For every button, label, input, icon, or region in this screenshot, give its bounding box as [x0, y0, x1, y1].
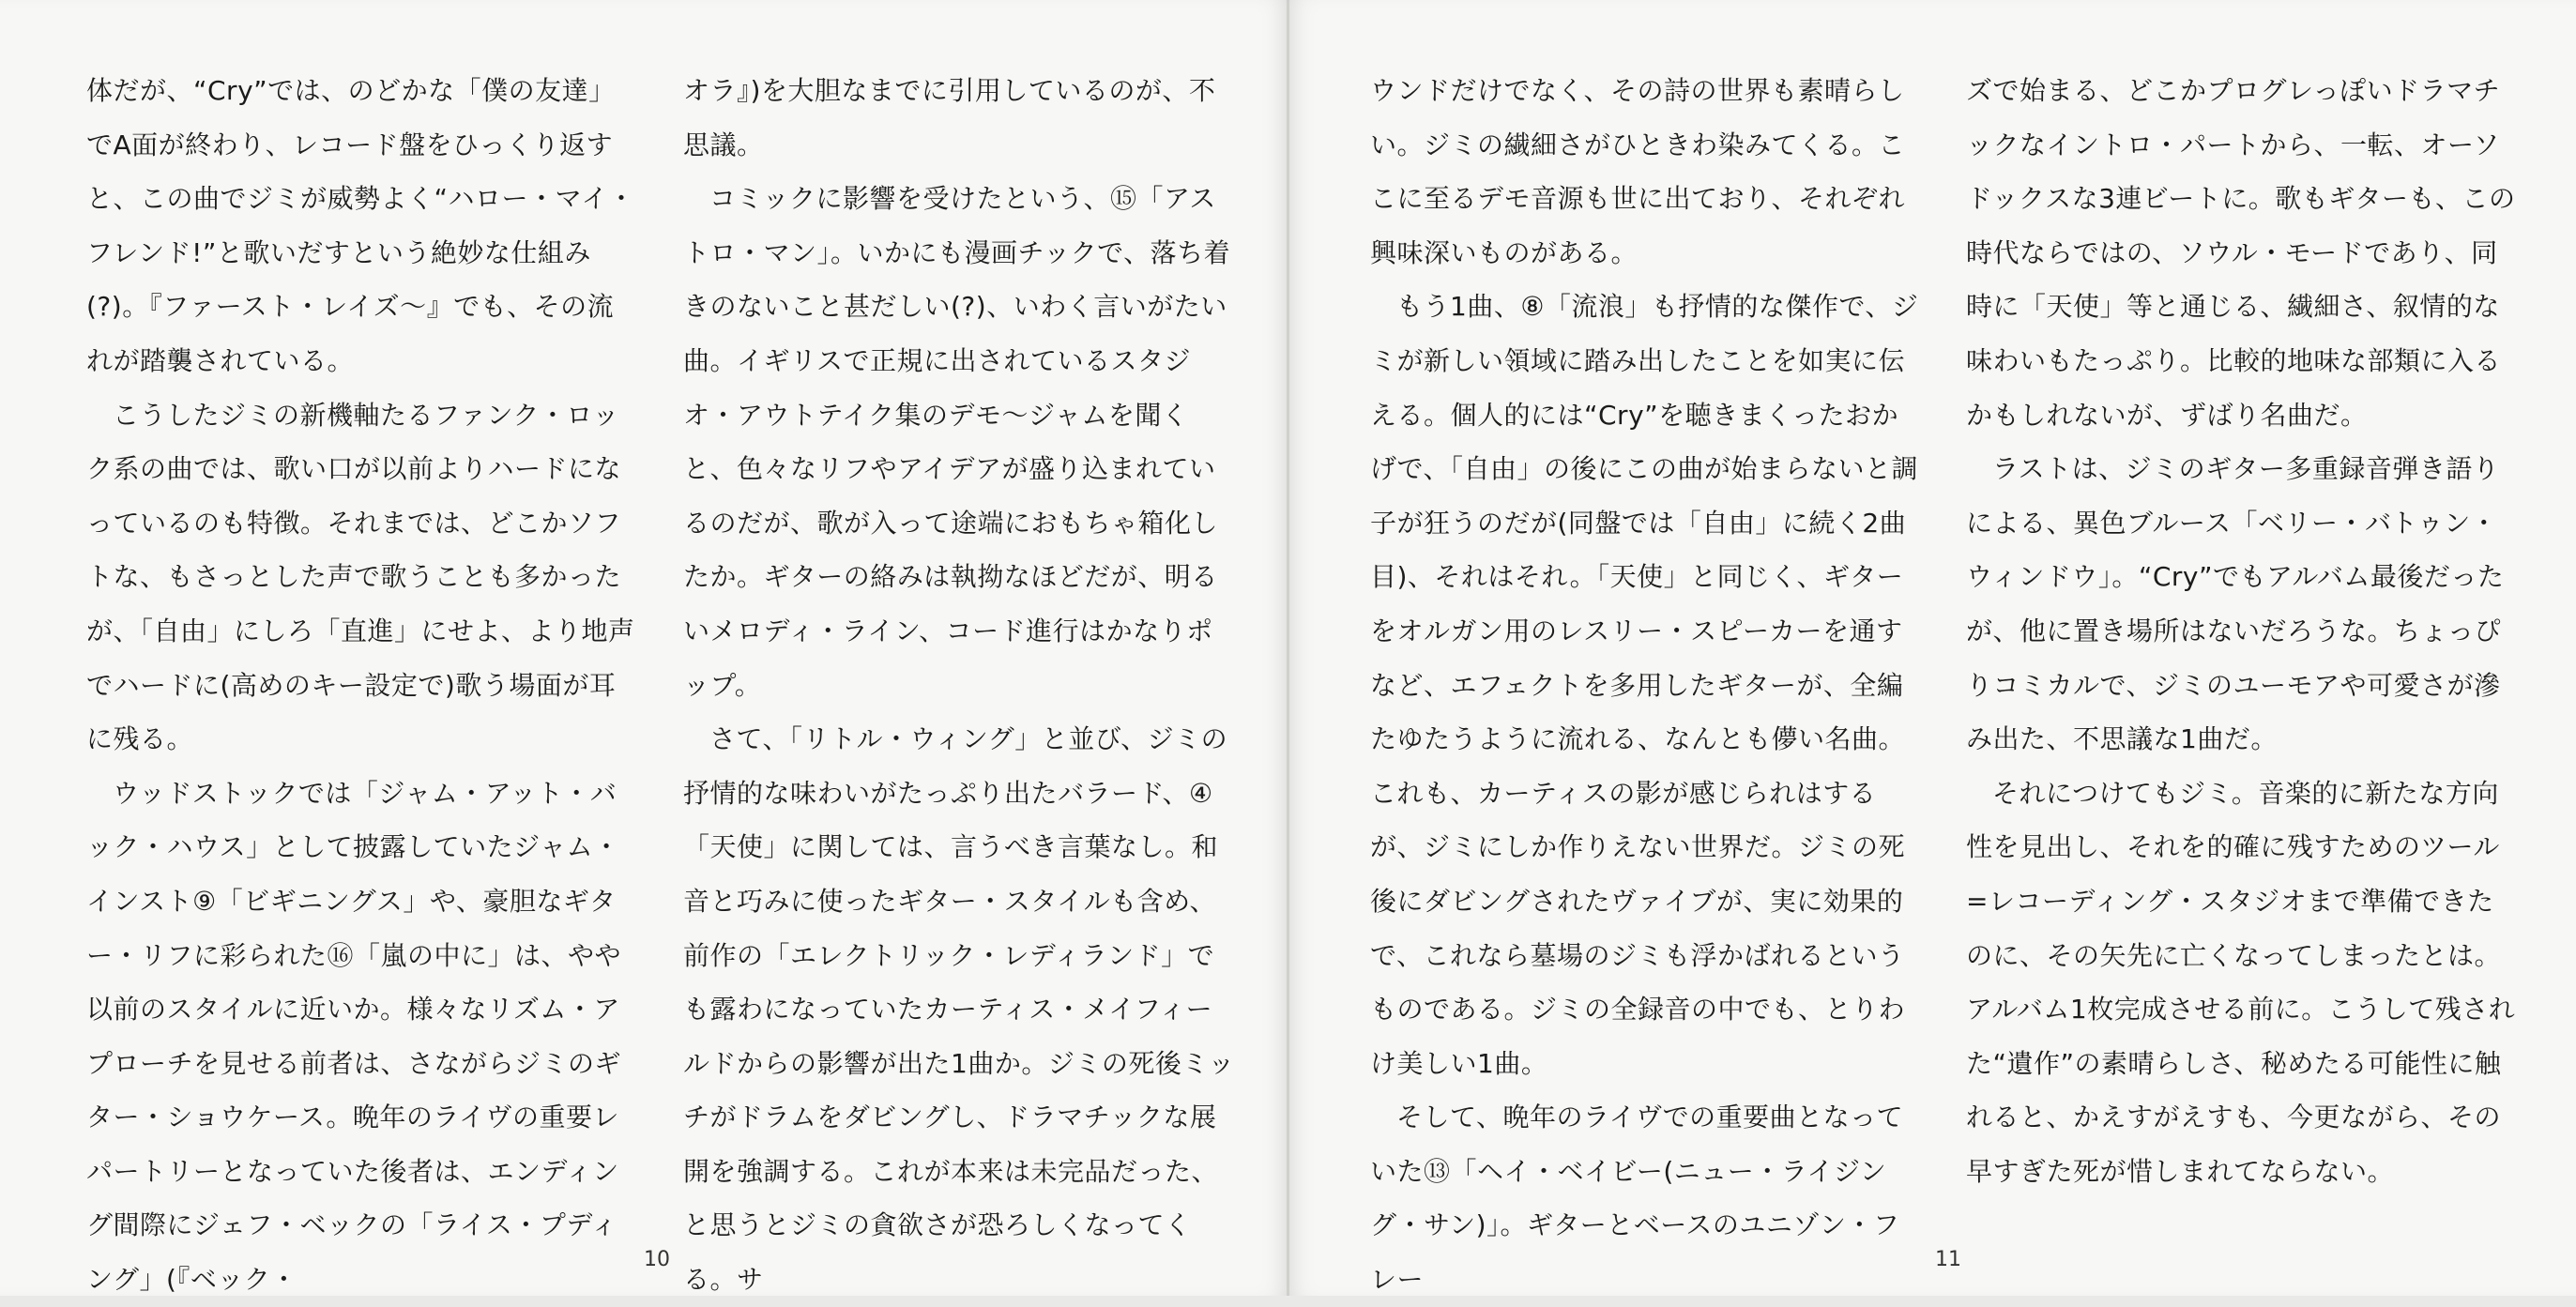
- paragraph: こうしたジミの新機軸たるファンク・ロック系の曲では、歌い口が以前よりハードになっているのも特徴。それまでは、どこかソフトな、もさっとした声で歌うことも多かったが、「自由」にしろ「直進」にせよ、より地声でハードに(高めのキー設定で)歌う場面が耳に残る。: [86, 399, 635, 755]
- paragraph: それにつけてもジミ。音楽的に新たな方向性を見出し、それを的確に残すためのツール=レコーディング・スタジオまで準備できたのに、その矢先に亡くなってしまったとは。アルバム1枚完成させる前に。こうして残された“遺作”の素晴らしさ、秘めたる可能性に触れると、かえすがえすも、今更ながら、その早すぎた死が惜しまれてならない。: [1966, 777, 2516, 1187]
- paragraph: ズで始まる、どこかプログレっぽいドラマチックなイントロ・パートから、一転、オーソドックスな3連ビートに。歌もギターも、この時代ならではの、ソウル・モードであり、同時に「天使」等と通じる、繊細さ、叙情的な味わいもたっぷり。比較的地味な部類に入るかもしれないが、ずばり名曲だ。: [1966, 75, 2516, 431]
- paragraph: そして、晩年のライヴでの重要曲となっていた⑬「ヘイ・ベイビー(ニュー・ライジング・サン)」。ギターとベースのユニゾン・フレー: [1370, 1102, 1904, 1296]
- paragraph: コミックに影響を受けたという、⑮「アストロ・マン」。いかにも漫画チックで、落ち着きのないこと甚だしい(?)、いわく言いがたい曲。イギリスで正規に出されているスタジオ・アウトテイク集のデモ〜ジャムを聞くと、色々なリフやアイデアが盛り込まれているのだが、歌が入って途端におもちゃ箱化したか。ギターの絡みは執拗なほどだが、明るいメロディ・ライン、コード進行はかなりポップ。: [683, 183, 1231, 701]
- page-number-right: 11: [1935, 1248, 1961, 1271]
- paragraph: ラストは、ジミのギター多重録音弾き語りによる、異色ブルース「ベリー・バトゥン・ウィンドウ」。“Cry”でもアルバム最後だったが、他に置き場所はないだろうな。ちょっぴりコミカルで、ジミのユーモアや可愛さが滲み出た、不思議な1曲だ。: [1966, 453, 2505, 755]
- text-column-1: [86, 64, 640, 1307]
- paragraph: ウンドだけでなく、その詩の世界も素晴らしい。ジミの繊細さがひときわ染みてくる。ここに至るデモ音源も世に出ており、それぞれ興味深いものがある。: [1370, 75, 1906, 268]
- text-column-3: [1370, 64, 1924, 1307]
- paragraph: もう1曲、⑧「流浪」も抒情的な傑作で、ジミが新しい領域に踏み出したことを如実に伝える。個人的には“Cry”を聴きまくったおかげで、「自由」の後にこの曲が始まらないと調子が狂うのだが(同盤では「自由」に続く2曲目)、それはそれ。「天使」と同じく、ギターをオルガン用のレスリー・スピーカーを通すなど、エフェクトを多用したギターが、全編たゆたうように流れる、なんとも儚い名曲。これも、カーティスの影が感じられはするが、ジミにしか作りえない世界だ。ジミの死後にダビングされたヴァイブが、実に効果的で、これなら墓場のジミも浮かばれるというものである。ジミの全録音の中でも、とりわけ美しい1曲。: [1370, 291, 1919, 1079]
- paragraph: 体だが、“Cry”では、のどかな「僕の友達」でA面が終わり、レコード盤をひっくり返すと、この曲でジミが威勢よく“ハロー・マイ・フレンド!”と歌いだすという絶妙な仕組み(?)。『ファースト・レイズ〜』でも、その流れが踏襲されている。: [86, 75, 635, 376]
- text-column-4: [1966, 64, 2520, 1198]
- paragraph: オラ』)を大胆なまでに引用しているのが、不思議。: [683, 75, 1216, 160]
- page-number-left: 10: [644, 1248, 670, 1271]
- page-gutter: [1287, 0, 1289, 1296]
- paragraph: さて、「リトル・ウィング」と並び、ジミの抒情的な味わいがたっぷり出たバラード、④「天使」に関しては、言うべき言葉なし。和音と巧みに使ったギター・スタイルも含め、前作の「エレクトリック・レディランド」でも露わになっていたカーティス・メイフィールドからの影響が出た1曲か。ジミの死後ミッチがドラムをダビングし、ドラマチックな展開を強調する。これが本来は未完品だった、と思うとジミの貪欲さが恐ろしくなってくる。サ: [683, 723, 1235, 1296]
- text-column-2: [683, 64, 1237, 1307]
- paragraph: ウッドストックでは「ジャム・アット・バック・ハウス」として披露していたジャム・インスト⑨「ビギニングス」や、豪胆なギター・リフに彩られた⑯「嵐の中に」は、やや以前のスタイルに近いか。様々なリズム・アプローチを見せる前者は、さながらジミのギター・ショウケース。晩年のライヴの重要レパートリーとなっていた後者は、エンディング間際にジェフ・ベックの「ライス・プディング」(『ベック・: [86, 777, 622, 1296]
